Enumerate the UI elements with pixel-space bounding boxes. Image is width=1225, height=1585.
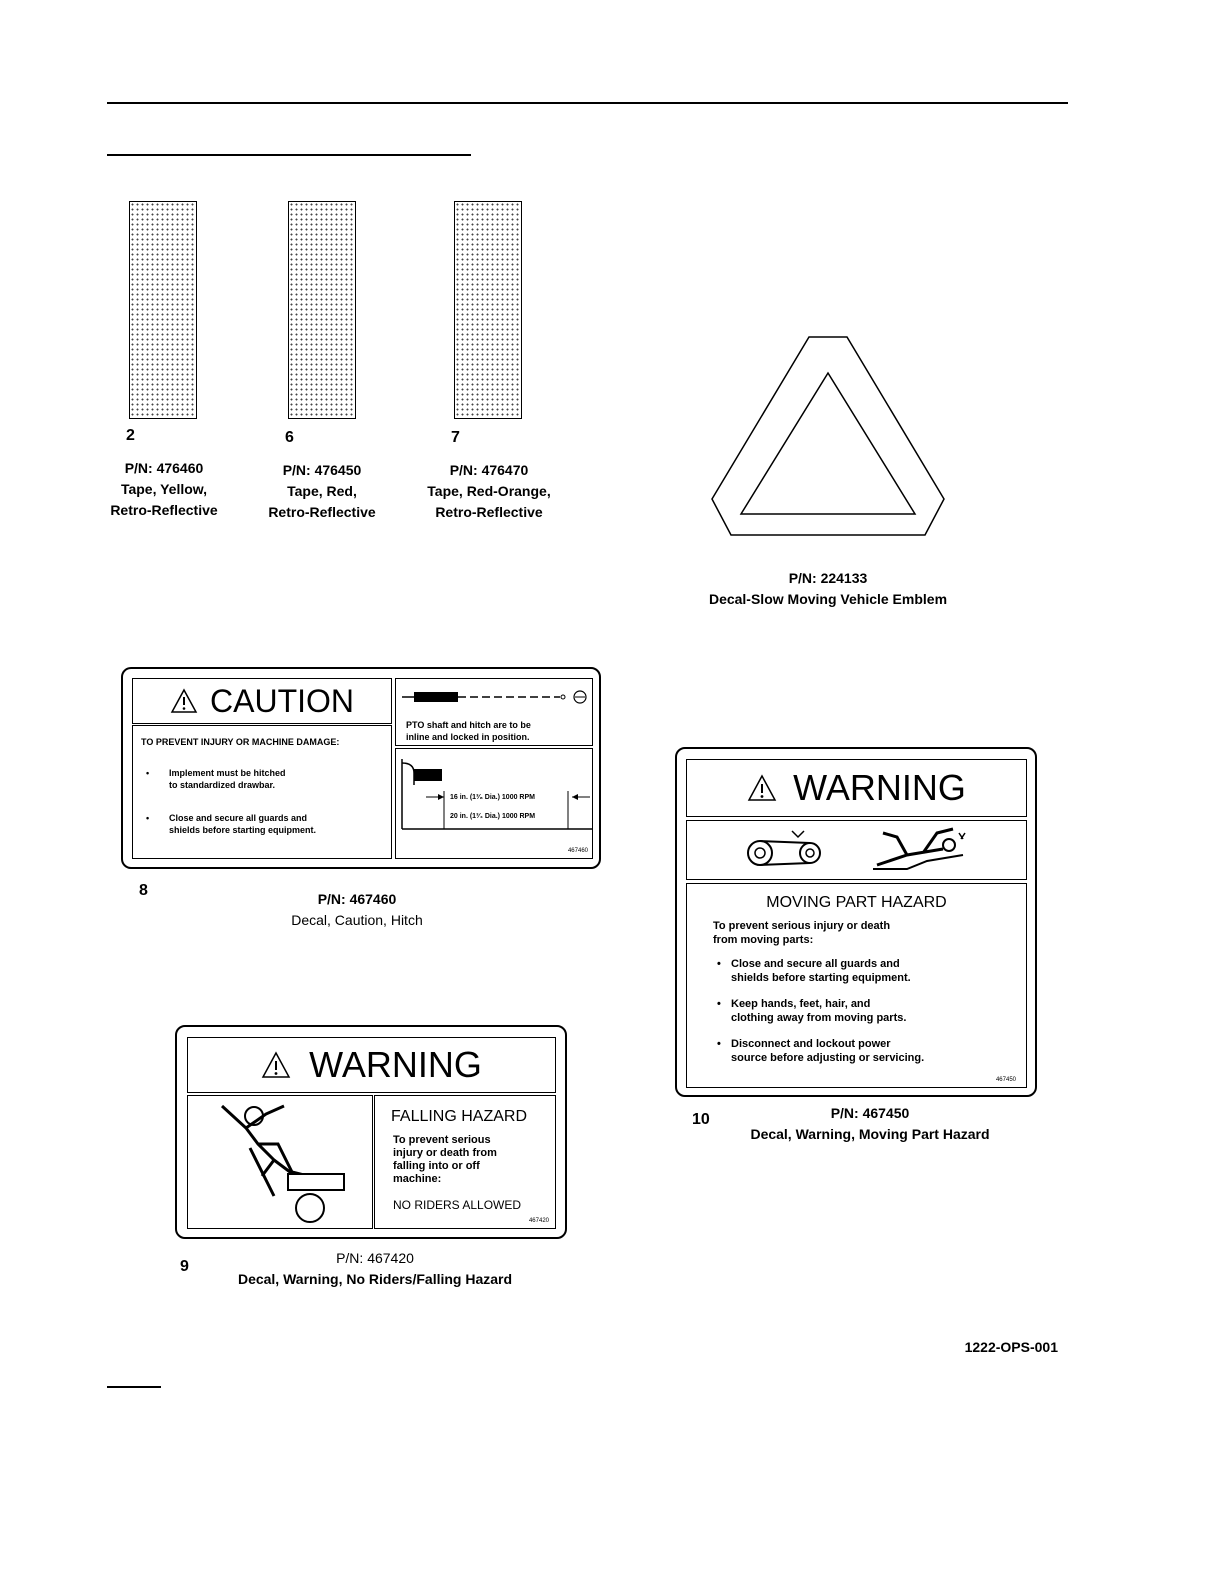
caution-header-box bbox=[132, 678, 392, 724]
entanglement-person-icon bbox=[867, 825, 977, 877]
hitch-dimension-box bbox=[395, 748, 593, 859]
decal-code: 467450 bbox=[995, 1077, 1016, 1083]
caption-line: Retro-Reflective bbox=[268, 504, 376, 520]
bullet-icon: • bbox=[146, 768, 150, 778]
pto-note-line: PTO shaft and hitch are to be bbox=[406, 720, 531, 730]
bullet-icon: • bbox=[717, 958, 721, 970]
moving-heading: WARNING bbox=[793, 767, 966, 808]
moving-bullet-line: Disconnect and lockout power bbox=[731, 1038, 891, 1050]
caution-hitch-decal bbox=[121, 667, 601, 869]
caution-bullet-line: Implement must be hitched bbox=[169, 768, 286, 778]
falling-text-line: falling into or off bbox=[393, 1160, 480, 1172]
item-number-2: 2 bbox=[126, 427, 135, 444]
caption-line: Retro-Reflective bbox=[435, 504, 543, 520]
moving-bullet-line: clothing away from moving parts. bbox=[731, 1012, 907, 1024]
part-number: P/N: 467460 bbox=[317, 891, 397, 907]
belt-drive-icon bbox=[742, 827, 832, 873]
smv-caption bbox=[668, 568, 988, 610]
no-riders-text: NO RIDERS ALLOWED bbox=[393, 1198, 522, 1212]
moving-pictogram-box bbox=[686, 820, 1027, 880]
dimension-16in: 16 in. (1³⁄₈ Dia.) 1000 RPM bbox=[450, 794, 535, 801]
caution-lead: TO PREVENT INJURY OR MACHINE DAMAGE: bbox=[141, 737, 340, 747]
caption-line: Retro-Reflective bbox=[110, 502, 218, 518]
caution-text-box bbox=[132, 725, 392, 859]
header-rule bbox=[107, 102, 1068, 104]
item-number-8: 8 bbox=[139, 882, 148, 899]
falling-text-box bbox=[374, 1095, 556, 1229]
bullet-icon: • bbox=[146, 813, 150, 823]
tape-red-orange-caption bbox=[409, 460, 569, 523]
decal-code: 467420 bbox=[528, 1218, 549, 1224]
slow-moving-vehicle-emblem bbox=[708, 333, 948, 543]
part-number: P/N: 476470 bbox=[449, 462, 529, 478]
tape-yellow-swatch bbox=[129, 201, 197, 419]
falling-text-line: To prevent serious bbox=[393, 1134, 491, 1146]
moving-bullet-line: Keep hands, feet, hair, and bbox=[731, 998, 871, 1010]
pto-shaft-icon bbox=[400, 685, 590, 709]
caution-heading: CAUTION bbox=[210, 682, 354, 719]
falling-person-icon bbox=[188, 1096, 372, 1228]
falling-caption bbox=[205, 1248, 545, 1290]
moving-title: MOVING PART HAZARD bbox=[766, 894, 947, 911]
falling-text-line: injury or death from bbox=[393, 1147, 497, 1159]
warning-triangle-icon bbox=[170, 688, 198, 714]
caption-line: Decal, Warning, Moving Part Hazard bbox=[750, 1126, 990, 1142]
caption-line: Decal, Caution, Hitch bbox=[291, 912, 423, 928]
tape-red-orange-swatch bbox=[454, 201, 522, 419]
falling-heading: WARNING bbox=[309, 1044, 482, 1085]
tape-yellow-caption bbox=[94, 458, 234, 521]
part-number: P/N: 467450 bbox=[830, 1105, 910, 1121]
item-number-9: 9 bbox=[180, 1258, 189, 1275]
moving-header-box bbox=[686, 759, 1027, 817]
dimension-20in: 20 in. (1³⁄₄ Dia.) 1000 RPM bbox=[450, 813, 536, 820]
tape-red-swatch bbox=[288, 201, 356, 419]
page-number-rule bbox=[107, 1386, 161, 1388]
falling-pictogram-box bbox=[187, 1095, 373, 1229]
bullet-icon: • bbox=[717, 998, 721, 1010]
part-number: P/N: 224133 bbox=[788, 570, 868, 586]
part-number: P/N: 467420 bbox=[336, 1250, 414, 1266]
caution-bullet-line: Close and secure all guards and bbox=[169, 813, 308, 823]
pto-note-line: inline and locked in position. bbox=[406, 732, 530, 742]
falling-text-line: machine: bbox=[393, 1173, 442, 1185]
caution-bullet-line: to standardized drawbar. bbox=[169, 780, 276, 790]
falling-hazard-decal bbox=[175, 1025, 567, 1239]
falling-title: FALLING HAZARD bbox=[391, 1108, 528, 1125]
caption-line: Decal-Slow Moving Vehicle Emblem bbox=[708, 591, 948, 607]
caption-line: Decal, Warning, No Riders/Falling Hazard bbox=[237, 1271, 513, 1287]
bullet-icon: • bbox=[717, 1038, 721, 1050]
warning-triangle-icon bbox=[261, 1051, 291, 1079]
moving-part-hazard-decal bbox=[675, 747, 1037, 1097]
caution-bullet-line: shields before starting equipment. bbox=[169, 825, 317, 835]
document-code: 1222-OPS-001 bbox=[964, 1339, 1058, 1355]
item-number-6: 6 bbox=[285, 429, 294, 446]
section-rule bbox=[107, 154, 471, 156]
moving-lead-line: from moving parts: bbox=[713, 934, 814, 946]
caption-line: Tape, Yellow, bbox=[120, 481, 208, 497]
pto-diagram-box bbox=[395, 678, 593, 746]
moving-caption bbox=[720, 1103, 1020, 1145]
caution-caption bbox=[237, 889, 477, 931]
decal-code: 467460 bbox=[567, 848, 588, 854]
moving-bullet-line: shields before starting equipment. bbox=[731, 972, 911, 984]
moving-lead-line: To prevent serious injury or death bbox=[713, 920, 891, 932]
moving-bullet-line: Close and secure all guards and bbox=[731, 958, 900, 970]
item-number-10: 10 bbox=[692, 1111, 710, 1128]
moving-bullet-line: source before adjusting or servicing. bbox=[731, 1052, 925, 1064]
warning-triangle-icon bbox=[747, 774, 777, 802]
part-number: P/N: 476460 bbox=[124, 460, 204, 476]
caption-line: Tape, Red-Orange, bbox=[427, 483, 551, 499]
falling-header-box bbox=[187, 1037, 556, 1093]
item-number-7: 7 bbox=[451, 429, 460, 446]
caption-line: Tape, Red, bbox=[287, 483, 357, 499]
moving-text-box bbox=[686, 883, 1027, 1088]
part-number: P/N: 476450 bbox=[282, 462, 362, 478]
tape-red-caption bbox=[252, 460, 392, 523]
